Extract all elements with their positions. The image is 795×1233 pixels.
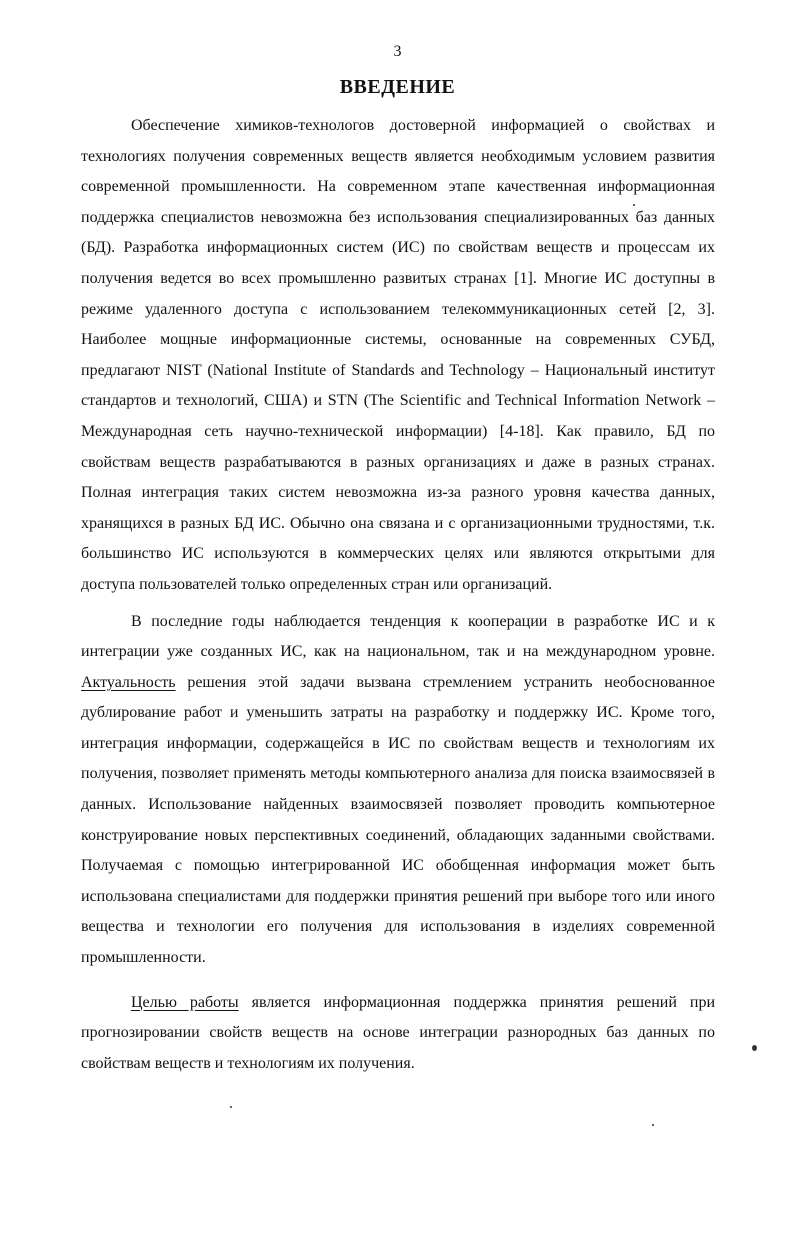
paragraph-3 [81,988,715,1080]
paragraph-1: Обеспечение химиков-технологов достоверной информацией о свойствах и технологиях получения современных веществ является необходимым условием развития современной промышленности. На современном этапе качественная информационная поддержка специалистов невозможна без использования специализированных баз данных (БД). Разработка информационных систем (ИС) по свойствам веществ и процессам их получения ведется во всех промышленно развитых странах [1]. Многие ИС доступны в режиме удаленного доступа с использованием телекоммуникационных сетей [2, 3]. Наиболее мощные информационные системы, основанные на современных СУБД, предлагают NIST (National Institute of Standards and Technology – Национальный институт стандартов и технологий, США) и STN (The Scientific and Technical Information Network – Международная сеть научно-технической информации) [4-18]. Как правило, БД по свойствам веществ разрабатываются в разных организациях и даже в разных странах. Полная интеграция таких систем невозможна из-за разного уровня качества данных, хранящихся в разных БД ИС. Обычно она связана и с организационными трудностями, т.к. большинство ИС используются в коммерческих целях или являются открытыми для доступа пользователей только определенных стран или организаций. [81,117,715,593]
paragraph-2 [81,607,715,974]
body-text [81,111,715,1079]
goal-term: Целью работы [131,993,239,1011]
relevance-term: Актуальность [81,673,176,691]
paragraph-2-rest: решения этой задачи вызвана стремлением устранить необоснованное дублирование работ и уменьшить затраты на разработку и поддержку ИС. Кроме того, интеграция информации, содержащейся в ИС по свойствам веществ и технологиям их получения, позволяет применять методы компьютерного анализа для поиска взаимосвязей в данных. Использование найденных взаимосвязей позволяет проводить компьютерное конструирование новых перспективных соединений, обладающих заданными свойствами. Получаемая с помощью интегрированной ИС обобщенная информация может быть использована специалистами для поддержки принятия решений при выборе того или иного вещества и технологии его получения для использования в изделиях современной промышленности. [81,673,715,967]
scan-speck-4 [652,1124,654,1126]
page-number: 3 [393,43,402,60]
paragraph-3-rest: является информационная поддержка принятия решений при прогнозировании свойств веществ на основе интеграции разнородных баз данных по свойствам веществ и технологиям их получения. [81,993,716,1072]
scan-speck-3 [230,1106,232,1108]
page-title: ВВЕДЕНИЕ [339,76,456,98]
scan-speck-2 [633,204,635,206]
scan-speck-1 [752,1045,757,1051]
paragraph-2-intro: В последние годы наблюдается тенденция к кооперации в разработке ИС и к интеграции уже созданных ИС, как на национальном, так и на международном уровне. [81,612,715,661]
